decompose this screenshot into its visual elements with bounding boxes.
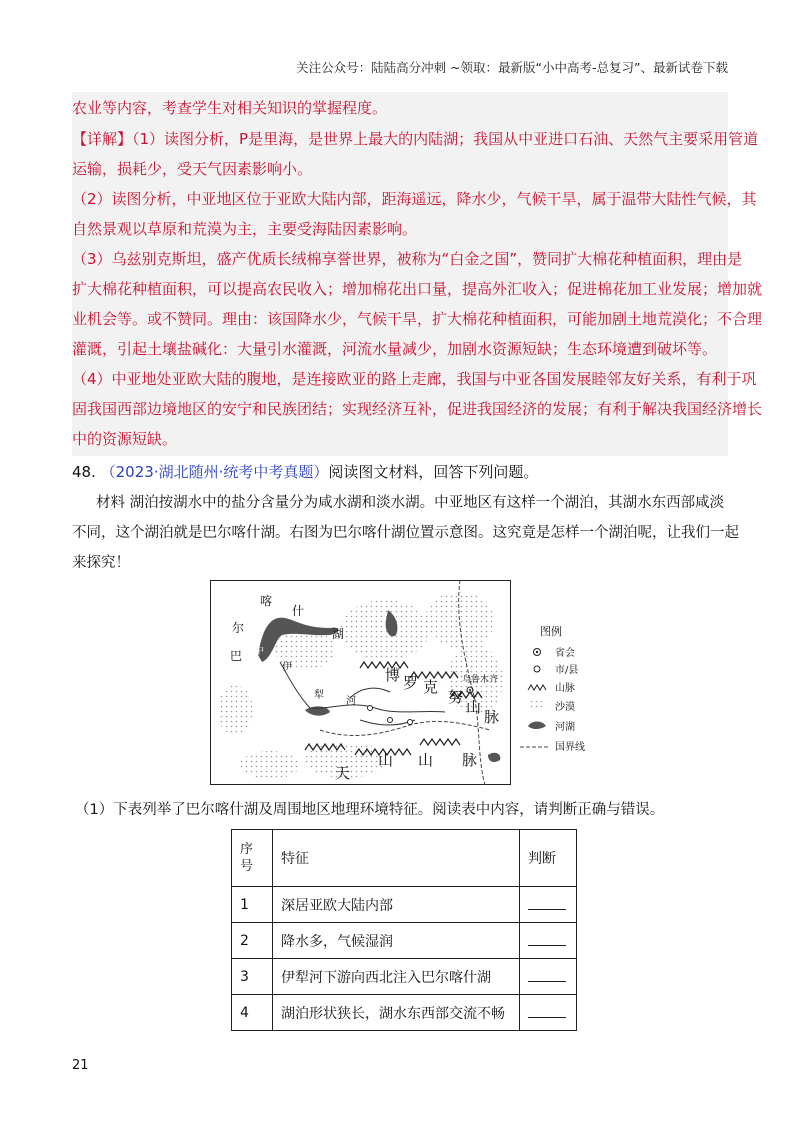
lake-label: 喀 [260,594,273,608]
row-feature: 湖泊形状狭长，湖水东西部交流不畅 [273,995,520,1031]
map-legend [520,624,585,753]
row-feature: 降水多，气候湿润 [273,923,520,959]
legend-item: 河湖 [555,722,575,733]
answer-blank[interactable] [520,923,577,959]
table-row [232,887,577,923]
mountain-label: 博 [385,666,401,684]
answer-blank[interactable] [520,887,577,923]
sub-question-1: （1）下表列举了巴尔喀什湖及周围地区地理环境特征。阅读表中内容，请判断正确与错误。 [75,802,665,818]
row-num: 1 [232,887,273,923]
table-row [232,959,577,995]
row-feature: 深居亚欧大陆内部 [273,887,520,923]
answer-line: 【详解】（1）读图分析，P是里海，是世界上最大的内陆湖；我国从中亚进口石油、天然气主要采用管道 [72,130,759,148]
answer-line: 灌溉，引起土壤盐碱化：大量引水灌溉，河流水量减少，加剧水资源短缺；生态环境遭到破坏等。 [72,340,718,358]
mountain-label: 努 [448,688,464,706]
lake-label: 什 [292,604,305,618]
header-num: 序号 [232,830,273,887]
mountain-label: 山 [378,751,394,769]
mountain-label: 脉 [484,708,500,726]
answer-line: 固我国西部边境地区的安宁和民族团结；实现经济互补，促进我国经济的发展；有利于解决我国经济增长 [72,400,763,418]
legend-item: 国界线 [555,742,585,753]
answer-line: 中的资源短缺。 [72,430,178,448]
page-header: 关注公众号：陆陆高分冲刺 ~领取：最新版“小中高考-总复习”、最新试卷下载 [296,60,728,75]
table-row [232,923,577,959]
balkhash-map [210,580,590,785]
answer-blank[interactable] [520,995,577,1031]
answer-line: 农业等内容，考查学生对相关知识的掌握程度。 [72,99,388,117]
row-num: 3 [232,959,273,995]
mountain-label: 天 [335,764,351,782]
mountain-label: 脉 [462,751,478,769]
river-label: 伊 [282,662,292,673]
material-line: 材料 湖泊按湖水中的盐分含量分为咸水湖和淡水湖。中亚地区有这样一个湖泊，其湖水东西部咸淡 [96,495,725,511]
mountain-label: 罗 [403,674,419,692]
question-number: 48. [72,463,96,481]
legend-title: 图例 [540,625,562,638]
table-row [232,995,577,1031]
row-num: 2 [232,923,273,959]
row-feature: 伊犁河下游向西北注入巴尔喀什湖 [273,959,520,995]
header-judge: 判断 [520,830,577,887]
material-line: 来探究！ [72,555,130,571]
city-label: 乌鲁木齐 [462,675,499,685]
mountain-label: 克 [423,678,439,696]
header-feature: 特征 [273,830,520,887]
answer-blank[interactable] [520,959,577,995]
legend-item: 市/县 [555,665,579,676]
answer-line: （4）中亚地处亚欧大陆的腹地，是连接欧亚的路上走廊，我国与中亚各国发展睦邻友好关系，有利于巩 [72,370,757,388]
lake-label: 巴 [230,649,243,663]
row-num: 4 [232,995,273,1031]
mountain-label: 山 [466,698,482,716]
mountain-label: 山 [418,751,434,769]
river-label: 犁 [314,690,324,701]
lake-inner-label: 中 [254,646,264,657]
page-number: 21 [72,1058,89,1073]
legend-item: 沙漠 [555,702,575,713]
answer-line: 业机会等。或不赞同。理由：该国降水少，气候干旱，扩大棉花种植面积，可能加剧土地荒漠化；不合理 [72,310,763,328]
legend-item: 省会 [555,648,575,659]
lake-label: 尔 [232,621,245,635]
question-48 [72,462,538,482]
legend-item: 山脉 [555,683,575,694]
question-source-link[interactable]: （2023·湖北随州·统考中考真题） [100,463,329,481]
answer-line: （3）乌兹别克斯坦，盛产优质长绒棉享誉世界，被称为“白金之国”，赞同扩大棉花种植面积，理由是 [72,250,743,268]
lake-label: 湖 [332,627,345,641]
material-line: 不同，这个湖泊就是巴尔喀什湖。右图为巴尔喀什湖位置示意图。这究竟是怎样一个湖泊呢，让我们一起 [72,525,739,541]
answer-line: 自然景观以草原和荒漠为主，主要受海陆因素影响。 [72,220,418,238]
answer-line: 运输，损耗少，受天气因素影响小。 [72,160,313,178]
answer-line: 扩大棉花种植面积，可以提高农民收入；增加棉花出口量，提高外汇收入；促进棉花加工业发展；增加就 [72,280,763,298]
feature-table [231,829,577,1031]
question-prompt: 阅读图文材料，回答下列问题。 [328,463,539,481]
answer-line: （2）读图分析，中亚地区位于亚欧大陆内部，距海遥远，降水少，气候干旱，属于温带大陆性气候，其 [72,190,757,208]
river-label: 河 [346,696,356,707]
